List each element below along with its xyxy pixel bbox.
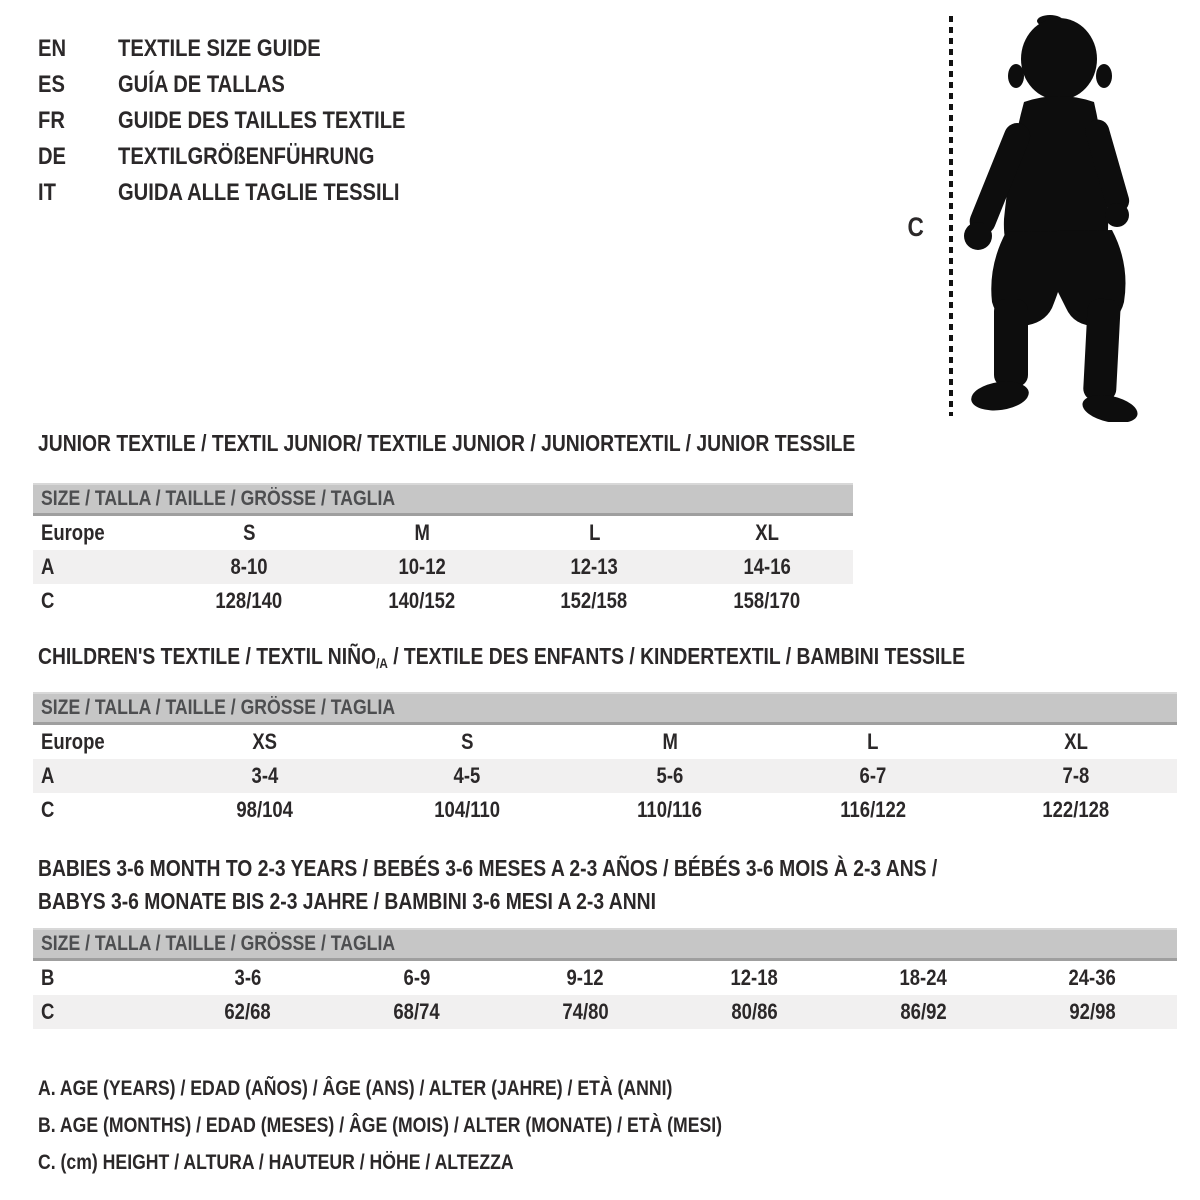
size-value: 158/170: [733, 588, 801, 613]
babies-section-title-line2-text: BABYS 3-6 MONATE BIS 2-3 JAHRE / BAMBINI 3-6 MESI A 2-3 ANNI: [38, 888, 656, 914]
size-cell: [163, 520, 336, 546]
language-code: DE: [38, 143, 67, 170]
babies-row-months: [33, 961, 1177, 995]
size-value: L: [867, 729, 879, 754]
height-measure-line: [949, 16, 953, 416]
size-value: 12-18: [730, 965, 779, 990]
size-cell: [163, 999, 332, 1025]
size-value: 98/104: [236, 797, 293, 822]
children-size-table: [33, 692, 1177, 827]
language-label: TEXTILE SIZE GUIDE: [118, 35, 321, 62]
size-value: XL: [1063, 729, 1088, 754]
size-value: 122/128: [1042, 797, 1109, 822]
size-value: M: [414, 520, 430, 545]
children-row-height: [33, 793, 1177, 827]
size-cell: [508, 554, 681, 580]
toddler-silhouette-icon: [962, 14, 1144, 422]
row-label-text: C: [41, 999, 55, 1024]
language-label: TEXTILGRÖßENFÜHRUNG: [118, 143, 375, 170]
size-cell: [508, 588, 681, 614]
language-row-de: [38, 139, 460, 175]
size-cell: [332, 999, 501, 1025]
size-cell: [336, 554, 509, 580]
size-value: 8-10: [230, 554, 268, 579]
size-cell: [366, 729, 569, 755]
legend-line-b-text: B. AGE (MONTHS) / EDAD (MESES) / ÂGE (MOIS) / ALTER (MONATE) / ETÀ (MESI): [38, 1113, 723, 1137]
size-value: 12-13: [570, 554, 618, 579]
row-label: [33, 965, 163, 991]
junior-section-title-text: JUNIOR TEXTILE / TEXTIL JUNIOR/ TEXTILE JUNIOR / JUNIORTEXTIL / JUNIOR TESSILE: [38, 430, 856, 456]
size-cell: [569, 763, 772, 789]
size-value: 10-12: [398, 554, 446, 579]
language-guide-list: [38, 31, 460, 211]
babies-size-header-row: [33, 928, 1177, 961]
size-value: 18-24: [899, 965, 948, 990]
size-value: 68/74: [393, 999, 440, 1024]
size-header-label: SIZE / TALLA / TAILLE / GRÖSSE / TAGLIA: [41, 696, 396, 719]
size-cell: [366, 763, 569, 789]
size-header-label: SIZE / TALLA / TAILLE / GRÖSSE / TAGLIA: [41, 487, 396, 510]
size-value: 80/86: [731, 999, 778, 1024]
measurement-legend: [38, 1070, 852, 1181]
size-value: L: [588, 520, 600, 545]
language-row-en: [38, 31, 460, 67]
size-value: 86/92: [900, 999, 947, 1024]
babies-size-table: [33, 928, 1177, 1029]
junior-size-table: [33, 483, 853, 618]
babies-row-height: [33, 995, 1177, 1029]
size-cell: [974, 729, 1177, 755]
size-cell: [569, 797, 772, 823]
size-cell: [974, 797, 1177, 823]
row-label-text: C: [41, 797, 55, 822]
size-cell: [681, 588, 854, 614]
size-cell: [839, 965, 1008, 991]
size-cell: [839, 999, 1008, 1025]
language-row-fr: [38, 103, 460, 139]
size-value: 116/122: [839, 797, 906, 822]
legend-line-a-text: A. AGE (YEARS) / EDAD (AÑOS) / ÂGE (ANS) / ALTER (JAHRE) / ETÀ (ANNI): [38, 1076, 673, 1100]
legend-line-c-text: C. (cm) HEIGHT / ALTURA / HAUTEUR / HÖHE / ALTEZZA: [38, 1150, 514, 1174]
babies-section-title-line1-text: BABIES 3-6 MONTH TO 2-3 YEARS / BEBÉS 3-6 MESES A 2-3 AÑOS / BÉBÉS 3-6 MOIS À 2-3 ANS /: [38, 855, 938, 881]
size-value: 9-12: [566, 965, 604, 990]
row-label-text: A: [41, 554, 55, 579]
legend-line-c: [38, 1144, 852, 1181]
size-cell: [1008, 965, 1177, 991]
row-label-text: B: [41, 965, 55, 990]
size-cell: [569, 729, 772, 755]
size-value: 152/158: [560, 588, 628, 613]
size-value: 7-8: [1062, 763, 1089, 788]
babies-section-title-line1: [38, 855, 1109, 882]
size-cell: [336, 520, 509, 546]
size-value: XL: [754, 520, 779, 545]
size-value: 6-7: [859, 763, 887, 788]
language-row-it: [38, 175, 460, 211]
size-cell: [163, 554, 336, 580]
row-label: [33, 729, 163, 755]
babies-section-title-line2: [38, 888, 774, 915]
size-cell: [163, 797, 366, 823]
size-value: 140/152: [388, 588, 456, 613]
size-cell: [670, 999, 839, 1025]
junior-row-height: [33, 584, 853, 618]
language-row-es: [38, 67, 460, 103]
size-cell: [771, 763, 974, 789]
height-measure-label: [906, 212, 926, 243]
size-value: 5-6: [656, 763, 684, 788]
children-section-title-text: CHILDREN'S TEXTILE / TEXTIL NIÑO/A / TEXTILE DES ENFANTS / KINDERTEXTIL / BAMBINI TESSILE: [38, 643, 965, 671]
legend-line-a: [38, 1070, 852, 1107]
size-cell: [508, 520, 681, 546]
size-cell: [332, 965, 501, 991]
size-header-label: SIZE / TALLA / TAILLE / GRÖSSE / TAGLIA: [41, 932, 396, 955]
language-label: GUIDA ALLE TAGLIE TESSILI: [118, 179, 400, 206]
junior-row-europe: [33, 516, 853, 550]
row-label: [33, 520, 163, 546]
size-value: 24-36: [1068, 965, 1117, 990]
size-value: S: [243, 520, 256, 545]
size-cell: [163, 729, 366, 755]
children-section-title: [38, 643, 1142, 677]
row-label: [33, 999, 163, 1025]
children-size-header-row: [33, 692, 1177, 725]
size-value: 14-16: [743, 554, 791, 579]
size-value: M: [662, 729, 678, 754]
size-cell: [670, 965, 839, 991]
size-cell: [501, 999, 670, 1025]
size-value: 4-5: [453, 763, 481, 788]
language-label: GUIDE DES TAILLES TEXTILE: [118, 107, 406, 134]
row-label-text: A: [41, 763, 55, 788]
language-code: ES: [38, 71, 65, 98]
height-measure-label-text: C: [907, 212, 924, 242]
row-label: [33, 797, 163, 823]
size-cell: [681, 520, 854, 546]
size-value: 3-4: [251, 763, 278, 788]
size-cell: [336, 588, 509, 614]
size-cell: [681, 554, 854, 580]
children-row-age: [33, 759, 1177, 793]
size-cell: [771, 797, 974, 823]
title-subscript: /A: [376, 655, 388, 671]
language-label: GUÍA DE TALLAS: [118, 71, 285, 98]
size-cell: [163, 588, 336, 614]
row-label-text: Europe: [41, 729, 105, 754]
size-cell: [366, 797, 569, 823]
junior-row-age: [33, 550, 853, 584]
size-cell: [1008, 999, 1177, 1025]
language-code: IT: [38, 179, 56, 206]
size-value: 3-6: [234, 965, 261, 990]
size-value: 6-9: [403, 965, 430, 990]
size-cell: [974, 763, 1177, 789]
size-value: XS: [252, 729, 277, 754]
size-cell: [501, 965, 670, 991]
row-label: [33, 763, 163, 789]
row-label: [33, 554, 163, 580]
size-cell: [163, 763, 366, 789]
row-label-text: C: [41, 588, 55, 613]
size-cell: [163, 965, 332, 991]
junior-section-title: [38, 430, 1011, 457]
legend-line-b: [38, 1107, 852, 1144]
children-row-europe: [33, 725, 1177, 759]
size-cell: [771, 729, 974, 755]
size-value: 74/80: [562, 999, 609, 1024]
size-value: 92/98: [1069, 999, 1116, 1024]
language-code: FR: [38, 107, 65, 134]
row-label: [33, 588, 163, 614]
size-value: S: [461, 729, 474, 754]
junior-size-header-row: [33, 483, 853, 516]
row-label-text: Europe: [41, 520, 105, 545]
size-value: 110/116: [637, 797, 703, 822]
size-value: 128/140: [215, 588, 283, 613]
size-value: 62/68: [224, 999, 271, 1024]
size-value: 104/110: [434, 797, 501, 822]
language-code: EN: [38, 35, 67, 62]
